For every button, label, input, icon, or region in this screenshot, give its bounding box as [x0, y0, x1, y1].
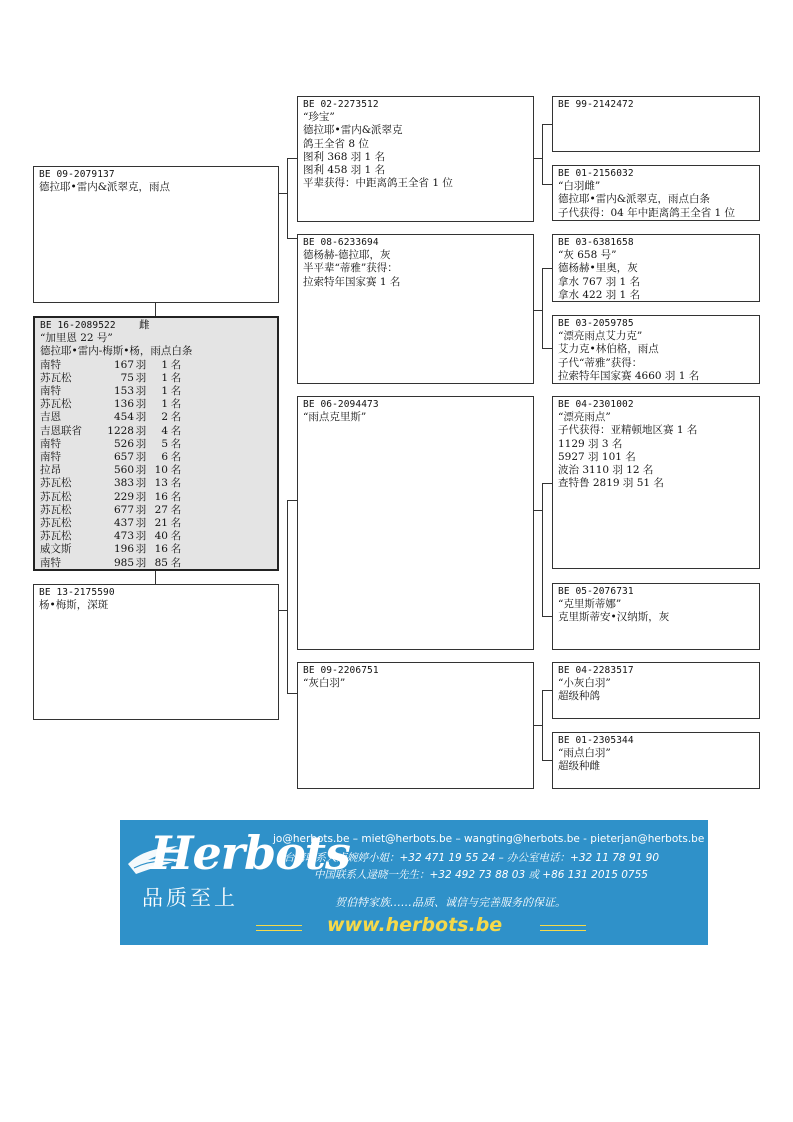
- result-unit: 羽: [135, 385, 147, 398]
- result-rank: 16: [154, 490, 168, 503]
- pedigree-text-line: 半平辈“蒂雅”获得：: [303, 262, 398, 275]
- result-birds: 153: [113, 385, 134, 398]
- result-suffix: 名: [170, 464, 182, 477]
- result-rank: 10: [154, 464, 168, 477]
- connector: [278, 193, 287, 194]
- result-suffix: 名: [170, 543, 182, 556]
- tagline: 贺伯特家族……品质、诚信与完善服务的保证。: [335, 896, 566, 909]
- result-suffix: 名: [170, 398, 182, 411]
- connector: [287, 158, 297, 159]
- pedigree-text-line: 德拉耶•雷内&派翠克，雨点: [39, 181, 171, 194]
- result-place: 南特: [40, 385, 61, 398]
- result-unit: 羽: [135, 398, 147, 411]
- result-unit: 羽: [135, 530, 147, 543]
- result-suffix: 名: [170, 371, 182, 384]
- grandparent-box: [297, 96, 534, 222]
- pedigree-text-line: 图利 368 羽 1 名: [303, 150, 386, 163]
- grandparent-box: [297, 662, 534, 789]
- connector: [533, 158, 542, 159]
- pedigree-text-line: 拉索特年国家赛 4660 羽 1 名: [558, 369, 700, 382]
- result-rank: 21: [154, 517, 168, 530]
- result-rank: 1: [161, 371, 168, 384]
- connector: [155, 570, 156, 584]
- result-rank: 85: [154, 556, 168, 569]
- pedigree-text-line: “灰 658 号”: [558, 249, 617, 262]
- result-place: 苏瓦松: [40, 517, 72, 530]
- connector: [155, 302, 156, 316]
- pedigree-text-line: 子代获得：04 年中距离鸽王全省 1 位: [558, 206, 736, 219]
- result-unit: 羽: [135, 517, 147, 530]
- pedigree-text-line: 杨•梅斯，深斑: [39, 599, 109, 612]
- pedigree-text-line: “灰白羽”: [303, 677, 346, 690]
- result-suffix: 名: [170, 477, 182, 490]
- pedigree-text-line: 克里斯蒂安•汉纳斯，灰: [558, 611, 670, 624]
- result-place: 南特: [40, 437, 61, 450]
- result-suffix: 名: [170, 517, 182, 530]
- subject-box: [33, 316, 279, 571]
- herbots-banner: [120, 820, 708, 945]
- result-rank: 6: [161, 451, 168, 464]
- result-birds: 229: [113, 490, 134, 503]
- result-unit: 羽: [135, 358, 147, 371]
- result-place: 苏瓦松: [40, 530, 72, 543]
- china-contact: 中国联系人逯晓一先生：+32 492 73 88 03 或 +86 131 2015 0755: [314, 869, 648, 881]
- connector: [287, 238, 297, 239]
- decorative-rule: [256, 925, 302, 931]
- result-place: 威文斯: [40, 543, 72, 556]
- ring-number: BE 02-2273512: [303, 99, 379, 110]
- pedigree-text-line: “小灰白羽”: [558, 677, 611, 690]
- brand-logo: Herbots: [150, 826, 350, 880]
- result-rank: 13: [154, 477, 168, 490]
- pedigree-text-line: 拉索特年国家赛 1 名: [303, 275, 401, 288]
- pedigree-text-line: 鸽王全省 8 位: [303, 137, 369, 150]
- ring-number: BE 01-2305344: [558, 735, 634, 746]
- result-unit: 羽: [135, 556, 147, 569]
- subject-ring: BE 16-2089522: [40, 320, 116, 331]
- pedigree-text-line: 拿水 422 羽 1 名: [558, 288, 641, 301]
- result-suffix: 名: [170, 385, 182, 398]
- result-suffix: 名: [170, 451, 182, 464]
- result-suffix: 名: [170, 424, 182, 437]
- connector: [542, 268, 552, 269]
- pedigree-text-line: 拿水 767 羽 1 名: [558, 275, 641, 288]
- pedigree-text-line: 德杨赫•里奥，灰: [558, 262, 638, 275]
- connector: [542, 124, 543, 184]
- pedigree-text-line: 平辈获得：中距离鸽王全省 1 位: [303, 177, 453, 190]
- result-birds: 985: [113, 556, 134, 569]
- ring-number: BE 08-6233694: [303, 237, 379, 248]
- results-list: [40, 359, 272, 570]
- result-place: 苏瓦松: [40, 490, 72, 503]
- result-birds: 473: [113, 530, 134, 543]
- result-place: 南特: [40, 451, 61, 464]
- result-place: 苏瓦松: [40, 477, 72, 490]
- result-birds: 657: [113, 451, 134, 464]
- subject-name: “加里恩 22 号”: [40, 332, 113, 345]
- great-grandparent-box: [552, 732, 760, 789]
- result-suffix: 名: [170, 411, 182, 424]
- result-unit: 羽: [135, 437, 147, 450]
- result-suffix: 名: [170, 530, 182, 543]
- result-unit: 羽: [135, 411, 147, 424]
- great-grandparent-box: [552, 396, 760, 569]
- grandparent-box: [297, 396, 534, 650]
- connector: [542, 184, 552, 185]
- result-suffix: 名: [170, 490, 182, 503]
- result-place: 拉昂: [40, 464, 61, 477]
- ring-number: BE 09-2206751: [303, 665, 379, 676]
- ring-number: BE 06-2094473: [303, 399, 379, 410]
- result-place: 苏瓦松: [40, 398, 72, 411]
- grandparent-box: [297, 234, 534, 384]
- connector: [533, 725, 542, 726]
- great-grandparent-box: [552, 96, 760, 152]
- result-unit: 羽: [135, 503, 147, 516]
- pedigree-text-line: 子代“蒂雅”获得：: [558, 356, 643, 369]
- result-rank: 16: [154, 543, 168, 556]
- pedigree-text-line: “克里斯蒂娜”: [558, 598, 622, 611]
- result-unit: 羽: [135, 490, 147, 503]
- pedigree-text-line: 德拉耶•雷内&派翠克，雨点白条: [558, 193, 711, 206]
- ring-number: BE 13-2175590: [39, 587, 115, 598]
- result-unit: 羽: [135, 464, 147, 477]
- result-birds: 526: [113, 437, 134, 450]
- result-suffix: 名: [170, 437, 182, 450]
- pedigree-text-line: “雨点白羽”: [558, 747, 611, 760]
- result-birds: 560: [113, 464, 134, 477]
- result-place: 南特: [40, 556, 61, 569]
- email-addresses[interactable]: jo@herbots.be – miet@herbots.be – wangting@herbots.be - pieterjan@herbots.be: [273, 833, 705, 845]
- pedigree-text-line: “漂亮雨点”: [558, 411, 611, 424]
- pedigree-text-line: 德拉耶•雷内&派翠克: [303, 124, 403, 137]
- connector: [278, 610, 287, 611]
- pedigree-text-line: “白羽雌”: [558, 180, 601, 193]
- result-unit: 羽: [135, 371, 147, 384]
- result-suffix: 名: [170, 556, 182, 569]
- taiwan-contact: 台湾联系人卢婉婷小姐：+32 471 19 55 24 – 办公室电话：+32 11 78 91 90: [284, 852, 660, 864]
- great-grandparent-box: [552, 165, 760, 221]
- result-rank: 1: [161, 398, 168, 411]
- result-suffix: 名: [170, 503, 182, 516]
- result-place: 南特: [40, 358, 61, 371]
- connector: [542, 690, 552, 691]
- ring-number: BE 01-2156032: [558, 168, 634, 179]
- connector: [542, 268, 543, 348]
- result-rank: 1: [161, 358, 168, 371]
- connector: [542, 348, 552, 349]
- pedigree-text-line: 子代获得：亚精顿地区赛 1 名: [558, 424, 698, 437]
- result-birds: 677: [113, 503, 134, 516]
- great-grandparent-box: [552, 583, 760, 650]
- pedigree-text-line: 图利 458 羽 1 名: [303, 164, 386, 177]
- ring-number: BE 05-2076731: [558, 586, 634, 597]
- connector: [287, 500, 297, 501]
- ring-number: BE 03-6381658: [558, 237, 634, 248]
- pedigree-text-line: 德杨赫-德拉耶，灰: [303, 249, 391, 262]
- pedigree-text-line: 艾力克•林伯格，雨点: [558, 343, 659, 356]
- connector: [542, 483, 543, 616]
- result-place: 苏瓦松: [40, 371, 72, 384]
- result-unit: 羽: [135, 451, 147, 464]
- great-grandparent-box: [552, 234, 760, 302]
- result-birds: 196: [113, 543, 134, 556]
- connector: [287, 158, 288, 238]
- result-unit: 羽: [135, 424, 147, 437]
- result-birds: 383: [113, 477, 134, 490]
- pedigree-text-line: 波治 3110 羽 12 名: [558, 464, 654, 477]
- dam-box: [33, 584, 279, 720]
- subject-breeder: 德拉耶•雷内-梅斯•杨，雨点白条: [40, 345, 193, 358]
- pedigree-text-line: 超级种雌: [558, 760, 600, 773]
- result-birds: 167: [113, 358, 134, 371]
- great-grandparent-box: [552, 315, 760, 384]
- sire-box: [33, 166, 279, 303]
- pedigree-text-line: “珍宝”: [303, 111, 335, 124]
- result-birds: 437: [113, 517, 134, 530]
- pedigree-text-line: “漂亮雨点艾力克”: [558, 330, 643, 343]
- ring-number: BE 99-2142472: [558, 99, 634, 110]
- connector: [542, 616, 552, 617]
- connector: [287, 693, 297, 694]
- pedigree-text-line: 超级种鸽: [558, 690, 600, 703]
- connector: [533, 510, 542, 511]
- result-birds: 75: [120, 371, 134, 384]
- great-grandparent-box: [552, 662, 760, 719]
- pedigree-text-line: 5927 羽 101 名: [558, 450, 636, 463]
- result-rank: 40: [154, 530, 168, 543]
- result-place: 吉恩: [40, 411, 61, 424]
- connector: [542, 690, 543, 760]
- ring-number: BE 09-2079137: [39, 169, 115, 180]
- result-place: 吉恩联省: [40, 424, 82, 437]
- ring-number: BE 04-2301002: [558, 399, 634, 410]
- result-suffix: 名: [170, 358, 182, 371]
- connector: [542, 760, 552, 761]
- website-link[interactable]: www.herbots.be: [327, 914, 503, 936]
- connector: [542, 483, 552, 484]
- connector: [287, 500, 288, 693]
- result-rank: 27: [154, 503, 168, 516]
- connector: [533, 310, 542, 311]
- result-unit: 羽: [135, 543, 147, 556]
- result-rank: 4: [161, 424, 168, 437]
- pedigree-text-line: “雨点克里斯”: [303, 411, 367, 424]
- result-birds: 136: [113, 398, 134, 411]
- result-place: 苏瓦松: [40, 503, 72, 516]
- subject-sex: 雌: [138, 319, 150, 331]
- slogan: 品质至上: [142, 886, 238, 910]
- result-rank: 5: [161, 437, 168, 450]
- connector: [542, 124, 552, 125]
- pedigree-text-line: 1129 羽 3 名: [558, 437, 623, 450]
- result-rank: 2: [161, 411, 168, 424]
- result-birds: 1228: [107, 424, 134, 437]
- ring-number: BE 04-2283517: [558, 665, 634, 676]
- ring-number: BE 03-2059785: [558, 318, 634, 329]
- result-unit: 羽: [135, 477, 147, 490]
- pedigree-text-line: 查特鲁 2819 羽 51 名: [558, 477, 664, 490]
- result-birds: 454: [113, 411, 134, 424]
- decorative-rule: [540, 925, 586, 931]
- result-rank: 1: [161, 385, 168, 398]
